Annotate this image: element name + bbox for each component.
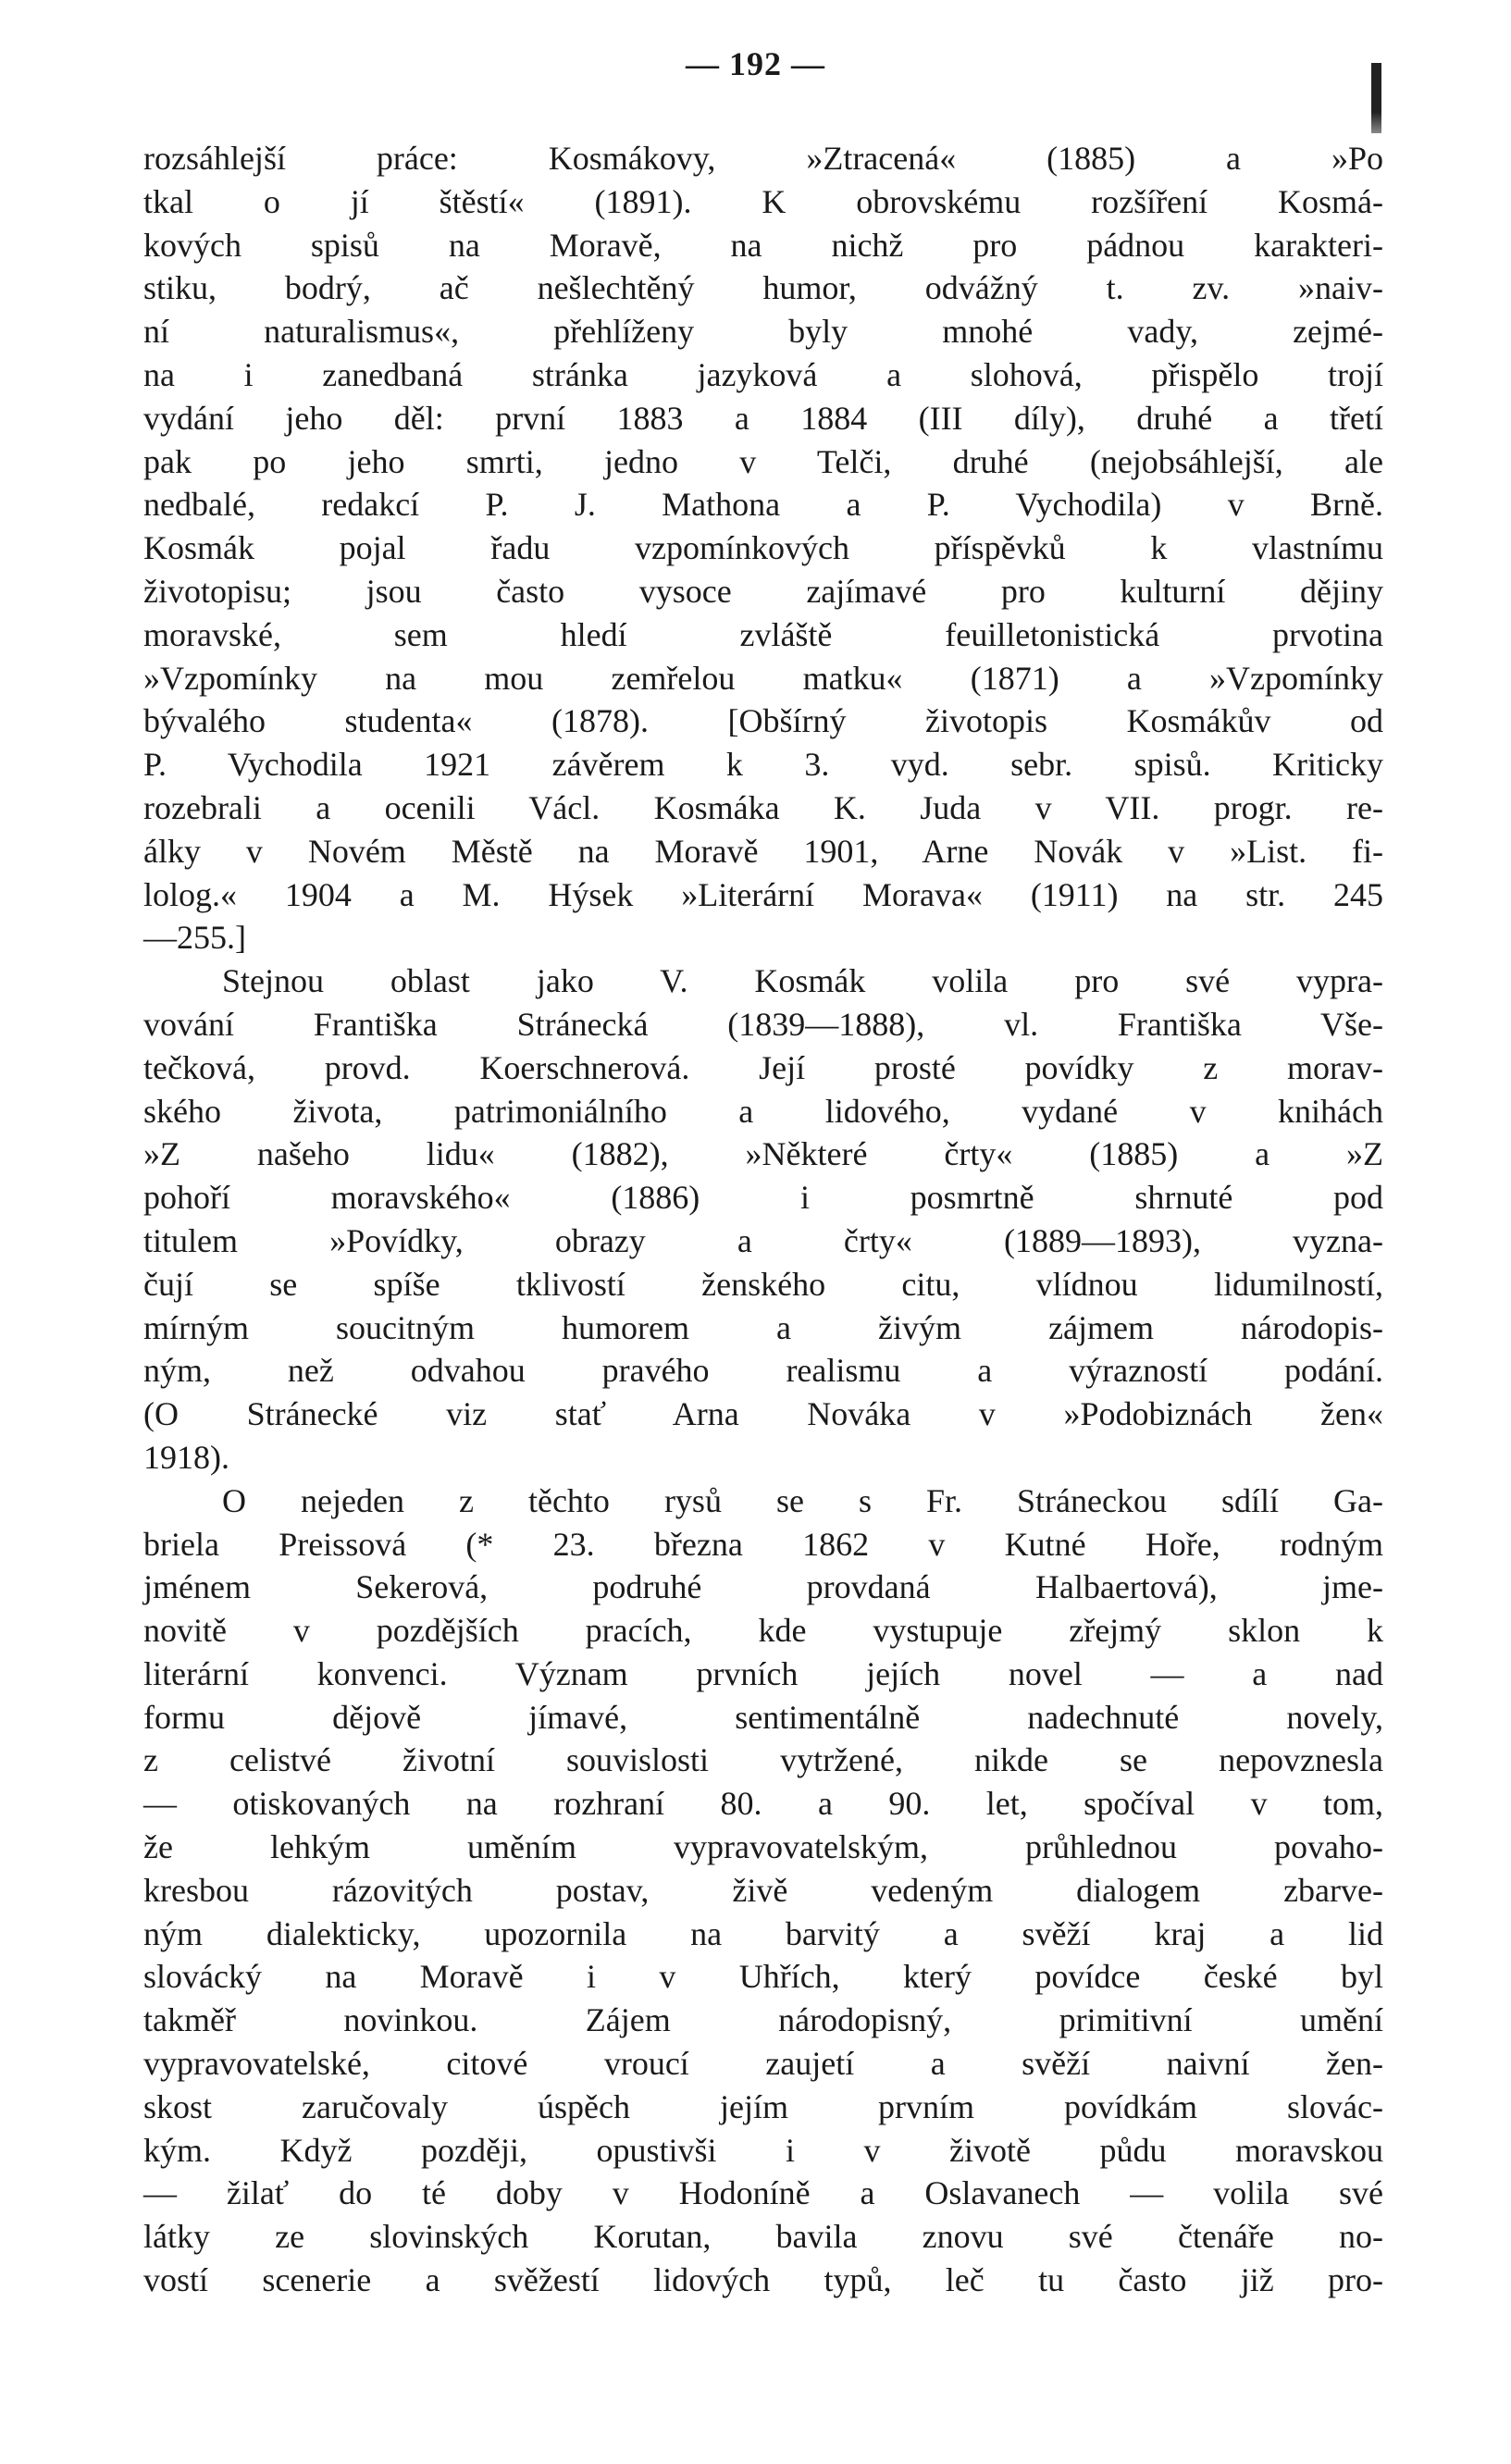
text-line: stiku, bodrý, ač nešlechtěný humor, odvážný t. zv. »naiv- — [143, 269, 1383, 307]
text-line: takměř novinkou. Zájem národopisný, primitivní umění — [143, 2001, 1383, 2039]
text-line: 1918). — [143, 1438, 229, 1476]
text-line: formu dějově jímavé, sentimentálně nadechnuté novely, — [143, 1698, 1383, 1736]
text-line: »Vzpomínky na mou zemřelou matku« (1871) a »Vzpomínky — [143, 659, 1383, 697]
text-line: z celistvé životní souvislosti vytržené, nikde se nepovznesla — [143, 1741, 1383, 1779]
text-line: kresbou rázovitých postav, živě vedeným dialogem zbarve- — [143, 1871, 1383, 1909]
text-line: moravské, sem hledí zvláště feuilletonistická prvotina — [143, 615, 1383, 653]
text-line: vostí scenerie a svěžestí lidových typů, leč tu často již pro- — [143, 2261, 1383, 2299]
text-line: rozebrali a ocenili Václ. Kosmáka K. Juda v VII. progr. re- — [143, 788, 1383, 826]
text-line: O nejeden z těchto rysů se s Fr. Stráneckou sdílí Ga- — [222, 1481, 1383, 1519]
text-line: na i zanedbaná stránka jazyková a slohová, přispělo trojí — [143, 355, 1383, 393]
text-line: P. Vychodila 1921 závěrem k 3. vyd. sebr. spisů. Kriticky — [143, 746, 1383, 784]
text-line: slovácký na Moravě i v Uhřích, který povídce české byl — [143, 1958, 1383, 1996]
text-line: pak po jeho smrti, jedno v Telči, druhé (nejobsáhlejší, ale — [143, 442, 1383, 480]
text-line: (O Stránecké viz stať Arna Nováka v »Podobiznách žen« — [143, 1395, 1383, 1433]
text-line: ným, než odvahou pravého realismu a výrazností podání. — [143, 1352, 1383, 1390]
text-line: jménem Sekerová, podruhé provdaná Halbaertová), jme- — [143, 1568, 1383, 1606]
text-line: látky ze slovinských Korutan, bavila znovu své čtenáře no- — [143, 2218, 1383, 2256]
text-line: novitě v pozdějších pracích, kde vystupuje zřejmý sklon k — [143, 1612, 1383, 1650]
text-line: briela Preissová (* 23. března 1862 v Kutné Hoře, rodným — [143, 1525, 1383, 1563]
text-line: pohoří moravského« (1886) i posmrtně shrnuté pod — [143, 1179, 1383, 1217]
text-line: kových spisů na Moravě, na nichž pro pádnou karakteri- — [143, 226, 1383, 264]
text-line: vypravovatelské, citové vroucí zaujetí a svěží naivní žen- — [143, 2045, 1383, 2083]
text-line: životopisu; jsou často vysoce zajímavé pro kulturní dějiny — [143, 572, 1383, 610]
text-line: skost zaručovaly úspěch jejím prvním povídkám slovác- — [143, 2087, 1383, 2125]
text-line: čují se spíše tklivostí ženského citu, vlídnou lidumilností, — [143, 1265, 1383, 1303]
text-line: Kosmák pojal řadu vzpomínkových příspěvků k vlastnímu — [143, 529, 1383, 567]
text-line: — žilať do té doby v Hodoníně a Oslavanech — volila své — [143, 2174, 1383, 2212]
text-line: álky v Novém Městě na Moravě 1901, Arne Novák v »List. fi- — [143, 832, 1383, 870]
page-number: — 192 — — [686, 45, 825, 82]
text-line: bývalého studenta« (1878). [Obšírný životopis Kosmákův od — [143, 702, 1383, 740]
text-line: tečková, provd. Koerschnerová. Její prosté povídky z morav- — [143, 1048, 1383, 1086]
text-line: vování Františka Stránecká (1839—1888), vl. Františka Vše- — [143, 1005, 1383, 1043]
body-text — [143, 137, 1383, 2302]
text-line: titulem »Povídky, obrazy a črty« (1889—1893), vyzna- — [143, 1221, 1383, 1259]
text-line: ní naturalismus«, přehlíženy byly mnohé vady, zejmé- — [143, 313, 1383, 351]
text-line: kým. Když později, opustivši i v životě půdu moravskou — [143, 2131, 1383, 2169]
text-line: »Z našeho lidu« (1882), »Některé črty« (1885) a »Z — [143, 1135, 1383, 1173]
text-line: lolog.« 1904 a M. Hýsek »Literární Morava« (1911) na str. 245 — [143, 875, 1383, 913]
text-line: vydání jeho děl: první 1883 a 1884 (III díly), druhé a třetí — [143, 399, 1383, 437]
text-line: rozsáhlejší práce: Kosmákovy, »Ztracená« (1885) a »Po — [143, 140, 1383, 177]
text-line: Stejnou oblast jako V. Kosmák volila pro své vypra- — [222, 962, 1383, 1000]
text-line: —255.] — [143, 919, 246, 957]
text-line: že lehkým uměním vypravovatelským, průhlednou povaho- — [143, 1828, 1383, 1866]
text-line: tkal o jí štěstí« (1891). K obrovskému rozšíření Kosmá- — [143, 182, 1383, 220]
text-line: literární konvenci. Význam prvních jejích novel — a nad — [143, 1654, 1383, 1692]
text-line: ského života, patrimoniálního a lidového, vydané v knihách — [143, 1092, 1383, 1130]
text-line: — otiskovaných na rozhraní 80. a 90. let, spočíval v tom, — [143, 1785, 1383, 1823]
text-line: nedbalé, redakcí P. J. Mathona a P. Vychodila) v Brně. — [143, 486, 1383, 524]
text-line: mírným soucitným humorem a živým zájmem národopis- — [143, 1308, 1383, 1346]
text-line: ným dialekticky, upozornila na barvitý a svěží kraj a lid — [143, 1914, 1383, 1952]
page-corner-mark — [1371, 63, 1381, 133]
